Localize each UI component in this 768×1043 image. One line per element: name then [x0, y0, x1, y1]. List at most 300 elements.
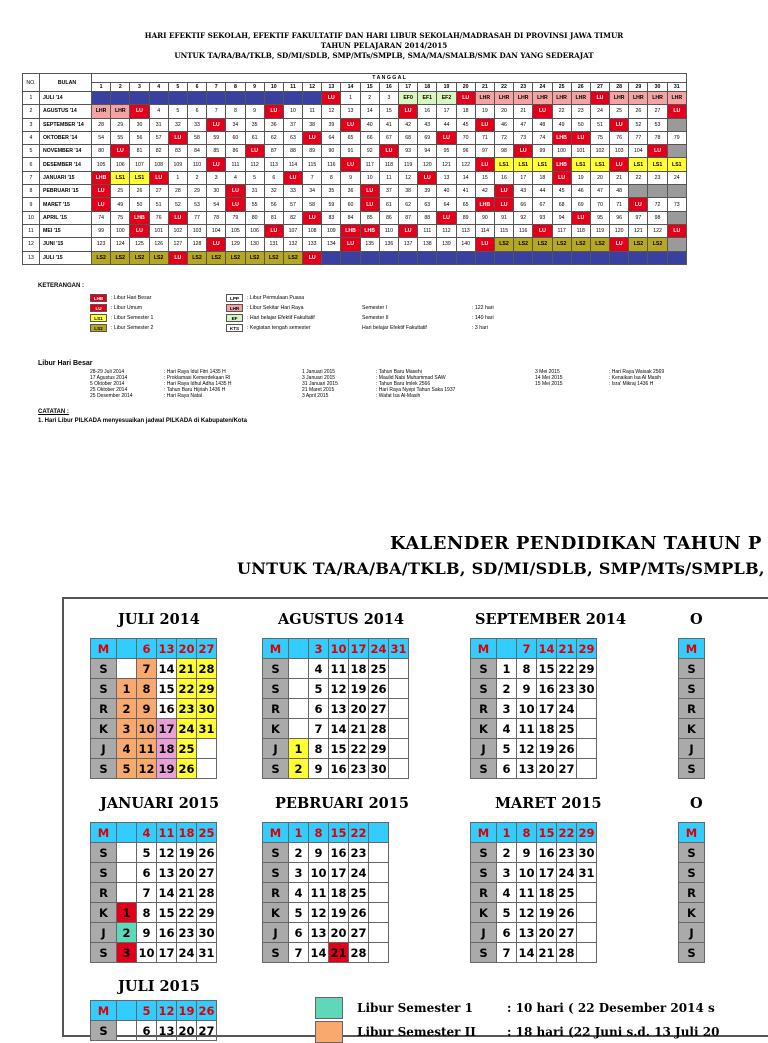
- calendar-day: 4: [137, 823, 157, 843]
- calendar-day: 8: [309, 739, 329, 759]
- calendar-day: 19: [329, 903, 349, 923]
- day-cell: 49: [552, 118, 571, 131]
- calendar-day: 30: [197, 699, 217, 719]
- month-title: JULI 2014: [118, 611, 200, 628]
- day-cell: [590, 251, 609, 264]
- day-cell: 31: [245, 185, 264, 198]
- day-cell: [111, 92, 130, 105]
- day-cell: 78: [207, 211, 226, 224]
- calendar-day: 20: [329, 923, 349, 943]
- day-cell: 7: [207, 105, 226, 118]
- holiday-entry: [535, 381, 664, 387]
- day-cell: 26: [130, 185, 149, 198]
- day-cell: 33: [187, 118, 206, 131]
- calendar-day: 18: [329, 883, 349, 903]
- calendar-day: [289, 699, 309, 719]
- day-cell: 127: [168, 238, 187, 251]
- day-cell: [399, 251, 418, 264]
- day-cell: 71: [475, 131, 494, 144]
- day-cell: 86: [226, 145, 245, 158]
- day-cell: 74: [92, 211, 111, 224]
- day-cell: 94: [552, 211, 571, 224]
- day-cell: 63: [283, 131, 302, 144]
- calendar-day: 22: [557, 659, 577, 679]
- calendar-day: 14: [157, 659, 177, 679]
- month-row: [23, 251, 687, 264]
- effective-days-table: [22, 73, 687, 265]
- day-cell: 87: [264, 145, 283, 158]
- day-cell: 103: [610, 145, 629, 158]
- header-tanggal: T A N G G A L: [92, 74, 687, 83]
- day-cell: LU: [456, 92, 475, 105]
- calendar-day: S: [91, 759, 117, 779]
- semester-swatch: [315, 997, 343, 1019]
- calendar-day: 21: [329, 943, 349, 963]
- calendar-day: 9: [137, 699, 157, 719]
- holiday-name: : Maulid Nabi Muhammad SAW: [376, 375, 446, 382]
- day-cell: 60: [341, 198, 360, 211]
- calendar-day: 28: [369, 719, 389, 739]
- calendar-day: 12: [309, 903, 329, 923]
- day-cell: 21: [514, 105, 533, 118]
- day-cell: 31: [149, 118, 168, 131]
- day-cell: 111: [418, 224, 437, 237]
- calendar-day: 30: [197, 923, 217, 943]
- calendar-day: 7: [517, 639, 537, 659]
- legend-swatch: LS1: [90, 314, 107, 322]
- calendar-day: 12: [517, 739, 537, 759]
- day-cell: LS2: [111, 251, 130, 264]
- day-cell: 36: [341, 185, 360, 198]
- month-row: [23, 238, 687, 251]
- row-number: 3: [23, 118, 40, 131]
- day-cell: [667, 211, 686, 224]
- day-cell: 91: [341, 145, 360, 158]
- calendar-day: 21: [557, 639, 577, 659]
- calendar-day: 15: [157, 903, 177, 923]
- calendar-day: 17: [157, 719, 177, 739]
- day-cell: [667, 145, 686, 158]
- day-cell: 123: [92, 238, 111, 251]
- calendar-day: R: [91, 883, 117, 903]
- day-cell: [283, 92, 302, 105]
- day-cell: 106: [111, 158, 130, 171]
- calendar-day: S: [471, 943, 497, 963]
- day-cell: 72: [494, 131, 513, 144]
- calendar-day: 29: [577, 639, 597, 659]
- calendar-day: 5: [289, 903, 309, 923]
- day-cell: 20: [494, 105, 513, 118]
- day-cell: LHR: [667, 92, 686, 105]
- day-cell: 117: [552, 224, 571, 237]
- day-cell: 100: [552, 145, 571, 158]
- legend-text: : Libur Semester 1: [111, 315, 154, 321]
- semester-label: Libur Semester II: [357, 1025, 476, 1039]
- calendar-day: S: [91, 863, 117, 883]
- calendar-day: 5: [309, 679, 329, 699]
- calendar-day: S: [263, 943, 289, 963]
- holiday-column: [302, 369, 455, 399]
- calendar-day: 17: [157, 943, 177, 963]
- calendar-day: 6: [497, 759, 517, 779]
- day-cell: 4: [226, 171, 245, 184]
- calendar-day: 1: [117, 903, 137, 923]
- calendar-day: 18: [537, 883, 557, 903]
- day-cell: 16: [494, 171, 513, 184]
- calendar-day: 8: [137, 903, 157, 923]
- day-cell: 18: [456, 105, 475, 118]
- day-cell: 55: [245, 198, 264, 211]
- day-cell: 29: [111, 118, 130, 131]
- day-cell: LU: [264, 105, 283, 118]
- calendar-day: 20: [537, 759, 557, 779]
- row-number: 2: [23, 105, 40, 118]
- day-cell: 73: [667, 198, 686, 211]
- day-cell: [360, 251, 379, 264]
- calendar-day: S: [91, 1021, 117, 1041]
- calendar-day: K: [679, 903, 705, 923]
- month-name: JANUARI '15: [40, 171, 92, 184]
- day-cell: 59: [207, 131, 226, 144]
- day-cell: 67: [379, 131, 398, 144]
- calendar-day: 2: [117, 923, 137, 943]
- calendar-day: 27: [557, 759, 577, 779]
- day-cell: 129: [226, 238, 245, 251]
- calendar-day: [577, 883, 597, 903]
- day-cell: LS2: [226, 251, 245, 264]
- calendar-day: 4: [497, 883, 517, 903]
- day-cell: 58: [303, 198, 322, 211]
- day-cell: LHR: [552, 92, 571, 105]
- day-cell: 82: [283, 211, 302, 224]
- libur-hari-besar-title: Libur Hari Besar: [38, 360, 93, 367]
- day-cell: 17: [437, 105, 456, 118]
- day-cell: LU: [610, 158, 629, 171]
- calendar-day: 17: [329, 863, 349, 883]
- calendar-day: J: [263, 739, 289, 759]
- day-cell: 119: [399, 158, 418, 171]
- calendar-day: M: [91, 823, 117, 843]
- day-cell: 66: [360, 131, 379, 144]
- calendar-day: [117, 843, 137, 863]
- calendar-day: 15: [537, 823, 557, 843]
- calendar-day: 13: [517, 759, 537, 779]
- day-cell: 54: [207, 198, 226, 211]
- day-cell: 108: [149, 158, 168, 171]
- calendar-day: 24: [349, 863, 369, 883]
- row-number: 8: [23, 185, 40, 198]
- day-cell: [264, 92, 283, 105]
- calendar-day: 23: [177, 923, 197, 943]
- day-cell: LS2: [533, 238, 552, 251]
- day-cell: 68: [399, 131, 418, 144]
- day-cell: LHR: [571, 92, 590, 105]
- calendar-day: 16: [157, 699, 177, 719]
- calendar-day: 14: [537, 639, 557, 659]
- day-cell: 44: [437, 118, 456, 131]
- calendar-day: 29: [197, 903, 217, 923]
- legend-swatch: KTS: [226, 324, 243, 332]
- calendar-day: K: [471, 719, 497, 739]
- calendar-day: 28: [197, 883, 217, 903]
- calendar-day: [389, 739, 409, 759]
- day-cell: 80: [245, 211, 264, 224]
- day-cell: [92, 92, 111, 105]
- day-cell: 80: [92, 145, 111, 158]
- day-cell: 41: [379, 118, 398, 131]
- calendar-day: 3: [117, 719, 137, 739]
- day-cell: 40: [360, 118, 379, 131]
- day-cell: [341, 251, 360, 264]
- calendar-day: R: [471, 883, 497, 903]
- holiday-date: 25 Oktober 2014: [90, 387, 128, 394]
- day-cell: LHB: [341, 224, 360, 237]
- day-cell: 90: [322, 145, 341, 158]
- calendar-day: 3: [497, 699, 517, 719]
- day-cell: 113: [264, 158, 283, 171]
- day-cell: [437, 251, 456, 264]
- day-cell: 75: [590, 131, 609, 144]
- month-name: MARET '15: [40, 198, 92, 211]
- day-number-header: 22: [494, 83, 513, 92]
- calendar-day: R: [679, 883, 705, 903]
- catatan-note: 1. Hari Libur PILKADA menyesuaikan jadwal PILKADA di Kabupaten/Kota: [38, 418, 247, 424]
- day-cell: 46: [494, 118, 513, 131]
- legend-text: : Libur Umum: [111, 305, 143, 311]
- calendar-day: 12: [517, 903, 537, 923]
- day-cell: 107: [130, 158, 149, 171]
- calendar-day: 22: [349, 739, 369, 759]
- semester-swatch: [315, 1021, 343, 1043]
- day-cell: 121: [437, 158, 456, 171]
- calendar-day: 27: [557, 923, 577, 943]
- day-cell: LU: [207, 118, 226, 131]
- day-cell: 77: [629, 131, 648, 144]
- day-cell: 68: [552, 198, 571, 211]
- holiday-date: 21 Maret 2015: [302, 387, 335, 394]
- day-cell: 140: [456, 238, 475, 251]
- row-number: 4: [23, 131, 40, 144]
- day-cell: 91: [494, 211, 513, 224]
- calendar-day: 21: [177, 659, 197, 679]
- calendar-day: 17: [349, 639, 369, 659]
- calendar-day: [117, 823, 137, 843]
- calendar-day: [577, 739, 597, 759]
- month-row: [23, 131, 687, 144]
- day-number-header: 8: [226, 83, 245, 92]
- day-cell: LU: [648, 145, 667, 158]
- calendar-day: [577, 699, 597, 719]
- calendar-day: 25: [177, 739, 197, 759]
- summary-value: : 122 hari: [472, 305, 494, 311]
- day-cell: 7: [303, 171, 322, 184]
- day-cell: LU: [590, 92, 609, 105]
- day-number-header: 31: [667, 83, 686, 92]
- calendar-day: 14: [309, 943, 329, 963]
- day-cell: 74: [533, 131, 552, 144]
- day-cell: LU: [149, 171, 168, 184]
- calendar-day: 11: [517, 883, 537, 903]
- day-cell: 109: [168, 158, 187, 171]
- day-cell: 9: [245, 105, 264, 118]
- day-cell: 50: [571, 118, 590, 131]
- day-cell: 81: [264, 211, 283, 224]
- day-cell: 44: [533, 185, 552, 198]
- calendar-day: 10: [517, 863, 537, 883]
- day-cell: 63: [418, 198, 437, 211]
- calendar-day: 9: [137, 923, 157, 943]
- day-cell: 21: [610, 171, 629, 184]
- calendar-day: 31: [197, 943, 217, 963]
- day-cell: 10: [360, 171, 379, 184]
- day-cell: 46: [571, 185, 590, 198]
- calendar-day: 21: [537, 943, 557, 963]
- holiday-date: 1 Januari 2015: [302, 369, 336, 375]
- calendar-day: 23: [349, 843, 369, 863]
- day-cell: LU: [303, 211, 322, 224]
- calendar-day: 19: [537, 739, 557, 759]
- semester-value: : 10 hari ( 22 Desember 2014 s: [507, 1001, 715, 1015]
- day-cell: 11: [303, 105, 322, 118]
- day-cell: 79: [226, 211, 245, 224]
- day-cell: 52: [168, 198, 187, 211]
- day-cell: 112: [245, 158, 264, 171]
- day-number-header: 18: [418, 83, 437, 92]
- day-cell: LU: [168, 131, 187, 144]
- semester-legend: [315, 997, 715, 1019]
- month-title: SEPTEMBER 2014: [475, 611, 627, 628]
- day-cell: 119: [590, 224, 609, 237]
- holiday-date: 5 Oktober 2014: [90, 381, 125, 388]
- calendar-day: [577, 923, 597, 943]
- page2-subtitle: UNTUK TA/RA/BA/TKLB, SD/MI/SDLB, SMP/MTs/SMPLB,: [237, 559, 765, 578]
- legend-item: [226, 304, 304, 312]
- holiday-entry: [90, 393, 232, 399]
- holiday-name: : Hari Raya Idhul Adha 1435 H: [164, 381, 232, 388]
- day-cell: 102: [168, 224, 187, 237]
- holiday-date: 14 Mei 2015: [535, 375, 563, 382]
- day-cell: LU: [379, 145, 398, 158]
- calendar-day: J: [91, 739, 117, 759]
- month-row: [23, 224, 687, 237]
- calendar-day: 7: [137, 883, 157, 903]
- month-title: AGUSTUS 2014: [278, 611, 405, 628]
- day-cell: 112: [437, 224, 456, 237]
- calendar-day: 23: [557, 679, 577, 699]
- calendar-day: 6: [137, 863, 157, 883]
- calendar-day: 20: [349, 699, 369, 719]
- partial-month-grid: [678, 638, 705, 779]
- holiday-name: : Tahun Baru Masehi: [376, 369, 422, 375]
- holiday-date: 3 Mei 2015: [535, 369, 560, 375]
- calendar-day: 6: [137, 639, 157, 659]
- day-cell: 57: [283, 198, 302, 211]
- day-cell: 128: [187, 238, 206, 251]
- legend-swatch: LS2: [90, 324, 107, 332]
- day-cell: 12: [322, 105, 341, 118]
- calendar-day: S: [471, 659, 497, 679]
- day-cell: [667, 251, 686, 264]
- calendar-day: 27: [197, 863, 217, 883]
- day-cell: 118: [379, 158, 398, 171]
- day-cell: LU: [571, 211, 590, 224]
- day-cell: 105: [92, 158, 111, 171]
- calendar-day: 22: [177, 679, 197, 699]
- calendar-day: K: [91, 719, 117, 739]
- day-cell: 101: [149, 224, 168, 237]
- calendar-day: K: [263, 719, 289, 739]
- day-cell: 122: [456, 158, 475, 171]
- day-cell: 62: [264, 131, 283, 144]
- holiday-date: 31 Januari 2015: [302, 381, 338, 388]
- calendar-day: [289, 639, 309, 659]
- day-cell: LU: [322, 92, 341, 105]
- day-cell: LS1: [667, 158, 686, 171]
- legend-item: [226, 324, 310, 332]
- calendar-day: 1: [497, 823, 517, 843]
- calendar-day: [497, 639, 517, 659]
- day-cell: 95: [437, 145, 456, 158]
- calendar-day: 29: [369, 739, 389, 759]
- day-cell: 131: [264, 238, 283, 251]
- row-number: 7: [23, 171, 40, 184]
- day-cell: LS1: [130, 171, 149, 184]
- calendar-day: 25: [557, 719, 577, 739]
- day-cell: LU: [303, 251, 322, 264]
- calendar-day: [577, 943, 597, 963]
- day-cell: 47: [514, 118, 533, 131]
- day-cell: LS2: [187, 251, 206, 264]
- calendar-day: 13: [517, 923, 537, 943]
- day-cell: 62: [399, 198, 418, 211]
- calendar-day: 9: [309, 759, 329, 779]
- calendar-day: 10: [137, 719, 157, 739]
- calendar-day: 25: [349, 883, 369, 903]
- day-number-header: 24: [533, 83, 552, 92]
- calendar-day: 30: [369, 759, 389, 779]
- day-number-header: 6: [187, 83, 206, 92]
- month-grid: [262, 822, 389, 963]
- calendar-day: S: [91, 843, 117, 863]
- calendar-day: 28: [197, 659, 217, 679]
- day-cell: LU: [552, 171, 571, 184]
- day-cell: 99: [92, 224, 111, 237]
- holiday-date: 17 Agustus 2014: [90, 375, 128, 382]
- calendar-day: 29: [577, 823, 597, 843]
- day-cell: 76: [149, 211, 168, 224]
- day-cell: LU: [130, 105, 149, 118]
- month-grid: [90, 638, 217, 779]
- day-cell: 65: [341, 131, 360, 144]
- day-cell: 125: [130, 238, 149, 251]
- calendar-day: 15: [157, 679, 177, 699]
- day-cell: LU: [629, 198, 648, 211]
- calendar-day: 7: [497, 943, 517, 963]
- row-number: 13: [23, 251, 40, 264]
- row-number: 11: [23, 224, 40, 237]
- calendar-day: K: [679, 719, 705, 739]
- legend-text: : Libur Permulaan Puasa: [247, 295, 305, 301]
- day-cell: LU: [494, 198, 513, 211]
- month-row: [23, 211, 687, 224]
- calendar-day: 24: [177, 719, 197, 739]
- month-row: [23, 185, 687, 198]
- day-cell: 22: [629, 171, 648, 184]
- day-cell: [226, 92, 245, 105]
- calendar-day: 22: [557, 823, 577, 843]
- day-cell: LS2: [629, 238, 648, 251]
- day-cell: 47: [590, 185, 609, 198]
